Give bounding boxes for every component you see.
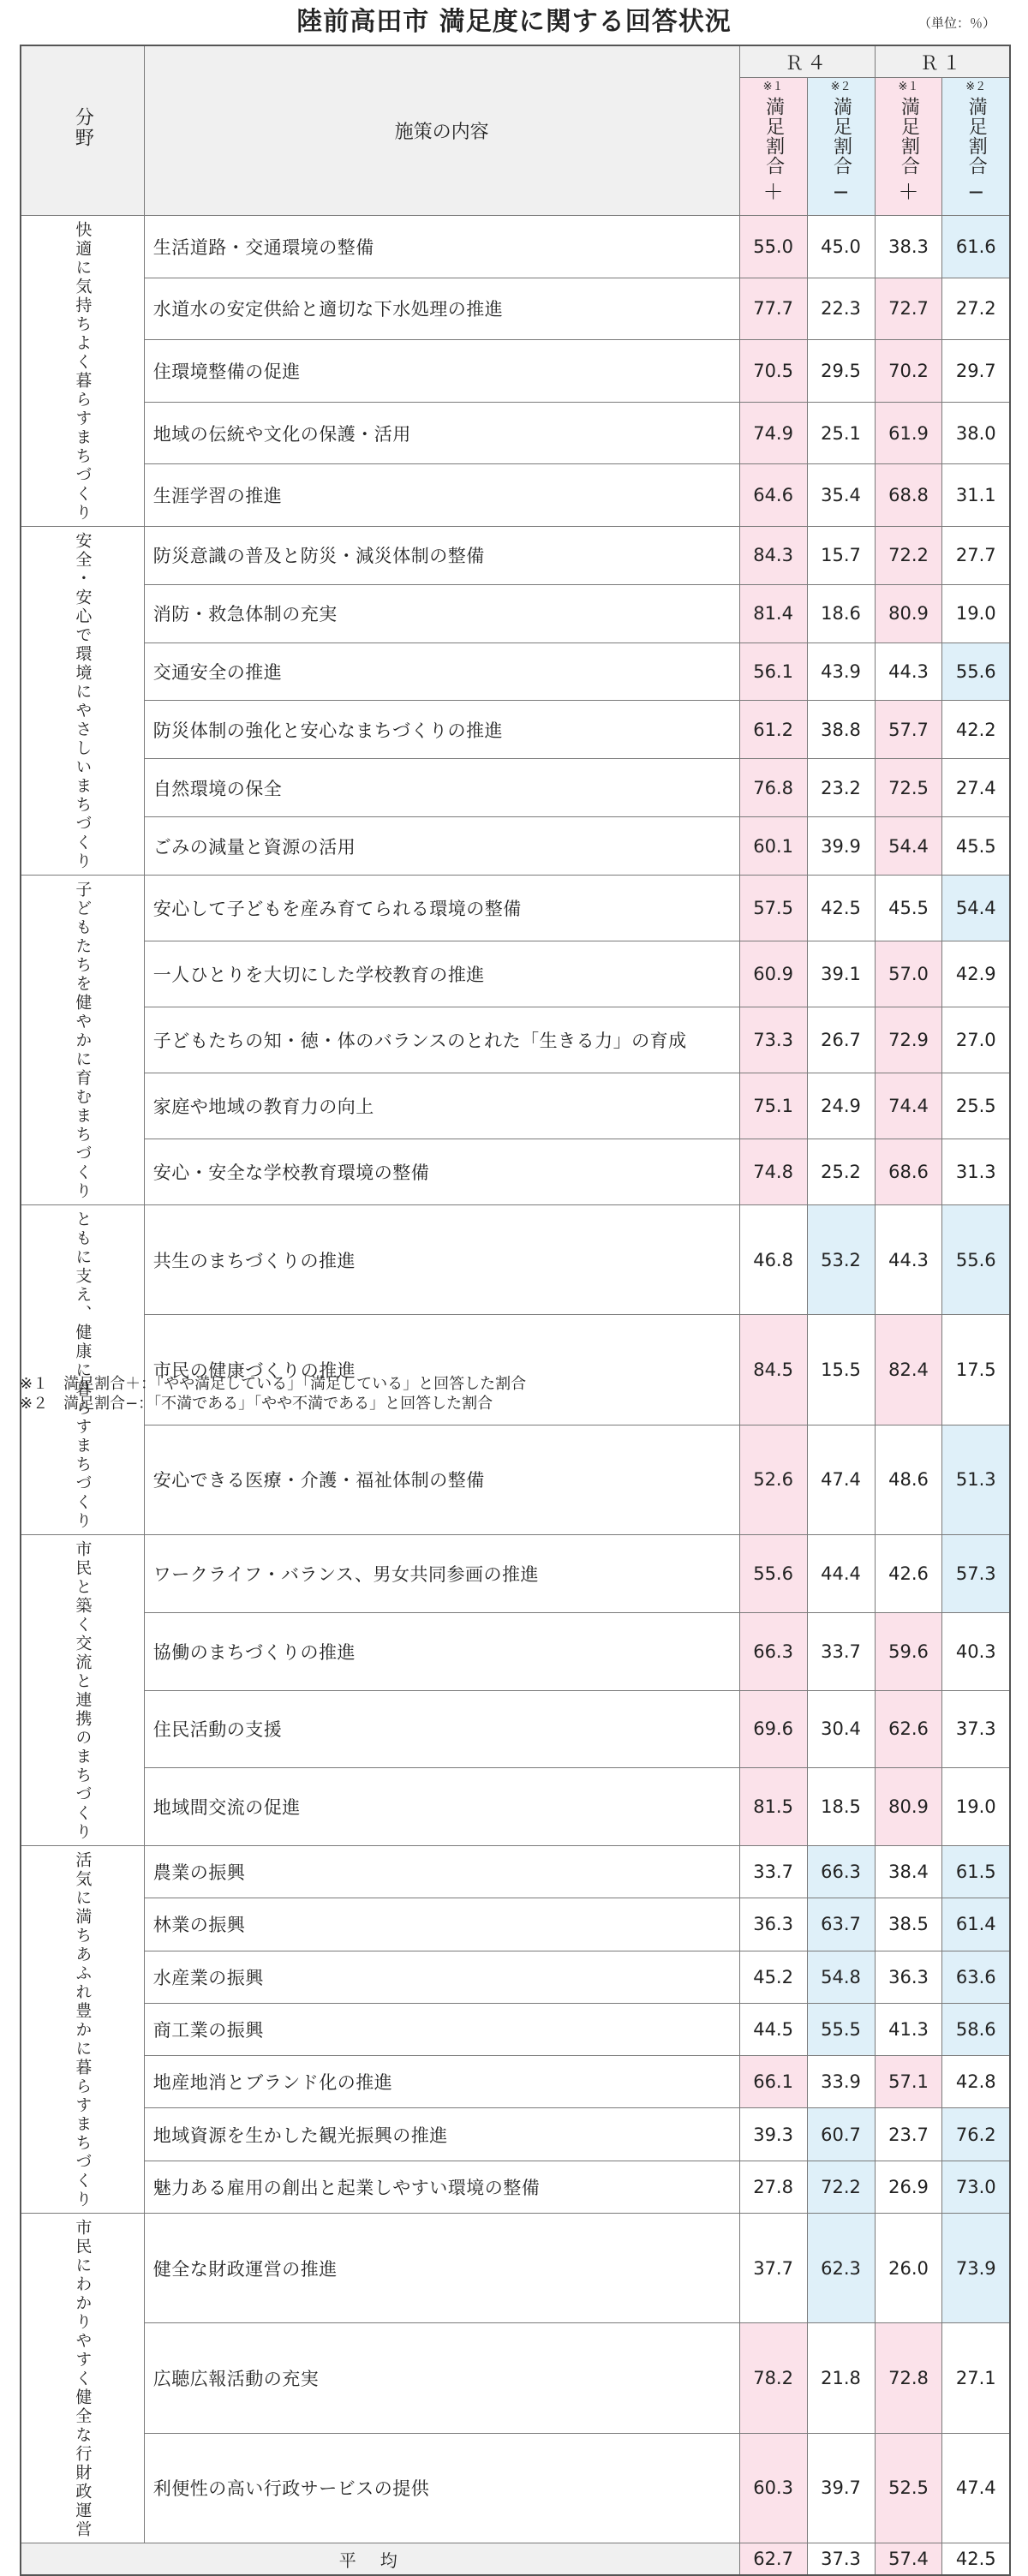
value-r1-plus: 80.9 bbox=[875, 584, 942, 643]
policy-cell: 健全な財政運営の推進 bbox=[144, 2214, 739, 2323]
average-row bbox=[21, 2543, 1010, 2576]
value-r1-plus: 23.7 bbox=[875, 2108, 942, 2161]
value-r1-minus: 61.6 bbox=[942, 216, 1010, 278]
table-row bbox=[21, 2214, 1010, 2323]
table-row bbox=[21, 759, 1010, 817]
table-row bbox=[21, 1768, 1010, 1846]
policy-cell: ごみの減量と資源の活用 bbox=[144, 817, 739, 876]
footnote-2: ※２ 満足割合−：「不満である」「やや不満である」と回答した割合 bbox=[20, 1395, 493, 1413]
value-r1-minus: 27.2 bbox=[942, 278, 1010, 340]
value-r4-plus: 27.8 bbox=[739, 2161, 807, 2213]
field-label: 活気に満ちあふれ豊かに暮らすまちづくり bbox=[73, 1851, 93, 2209]
value-r4-plus: 66.1 bbox=[739, 2056, 807, 2108]
page-title: 陸前高田市 満足度に関する回答状況 bbox=[296, 7, 732, 37]
value-r1-minus: 55.6 bbox=[942, 1205, 1010, 1315]
policy-cell: 地域資源を生かした観光振興の推進 bbox=[144, 2108, 739, 2161]
value-r1-minus: 54.4 bbox=[942, 876, 1010, 941]
table-row bbox=[21, 1951, 1010, 2003]
average-r1-plus: 57.4 bbox=[875, 2543, 942, 2576]
value-r4-plus: 66.3 bbox=[739, 1612, 807, 1690]
value-r4-plus: 60.1 bbox=[739, 817, 807, 876]
table-row bbox=[21, 1690, 1010, 1768]
footnotes bbox=[20, 1374, 526, 1414]
policy-cell: 地産地消とブランド化の推進 bbox=[144, 2056, 739, 2108]
value-r4-minus: 22.3 bbox=[807, 278, 875, 340]
table-row bbox=[21, 1139, 1010, 1205]
value-r1-minus: 27.7 bbox=[942, 527, 1010, 585]
value-r4-minus: 33.9 bbox=[807, 2056, 875, 2108]
value-r1-plus: 26.9 bbox=[875, 2161, 942, 2213]
table-row bbox=[21, 278, 1010, 340]
policy-cell: 安心できる医療・介護・福祉体制の整備 bbox=[144, 1425, 739, 1534]
value-r4-minus: 15.5 bbox=[807, 1315, 875, 1425]
period-r4-header: Ｒ４ bbox=[739, 45, 875, 78]
table-row bbox=[21, 402, 1010, 464]
table-row bbox=[21, 2323, 1010, 2433]
value-r1-minus: 61.5 bbox=[942, 1846, 1010, 1898]
value-r1-plus: 59.6 bbox=[875, 1612, 942, 1690]
value-r1-plus: 72.5 bbox=[875, 759, 942, 817]
table-row bbox=[21, 1073, 1010, 1139]
value-r4-plus: 64.6 bbox=[739, 464, 807, 527]
value-r4-minus: 55.5 bbox=[807, 2003, 875, 2055]
table-row bbox=[21, 1612, 1010, 1690]
value-r1-minus: 19.0 bbox=[942, 1768, 1010, 1846]
value-r4-minus: 30.4 bbox=[807, 1690, 875, 1768]
value-r1-plus: 38.3 bbox=[875, 216, 942, 278]
policy-cell: 生活道路・交通環境の整備 bbox=[144, 216, 739, 278]
value-r1-minus: 25.5 bbox=[942, 1073, 1010, 1139]
average-r4-plus: 62.7 bbox=[739, 2543, 807, 2576]
field-cell bbox=[21, 216, 144, 527]
unit-label: （単位：％） bbox=[917, 15, 995, 31]
policy-cell: 自然環境の保全 bbox=[144, 759, 739, 817]
value-r4-minus: 66.3 bbox=[807, 1846, 875, 1898]
value-r4-minus: 60.7 bbox=[807, 2108, 875, 2161]
value-r4-plus: 36.3 bbox=[739, 1898, 807, 1951]
value-r4-plus: 74.9 bbox=[739, 402, 807, 464]
policy-cell: 住環境整備の促進 bbox=[144, 340, 739, 403]
value-r1-plus: 72.8 bbox=[875, 2323, 942, 2433]
value-r4-minus: 39.9 bbox=[807, 817, 875, 876]
field-cell bbox=[21, 1535, 144, 1846]
field-cell bbox=[21, 2214, 144, 2543]
value-r1-plus: 41.3 bbox=[875, 2003, 942, 2055]
value-r4-plus: 33.7 bbox=[739, 1846, 807, 1898]
value-r1-plus: 45.5 bbox=[875, 876, 942, 941]
value-r1-minus: 40.3 bbox=[942, 1612, 1010, 1690]
value-r1-minus: 58.6 bbox=[942, 2003, 1010, 2055]
value-r1-minus: 47.4 bbox=[942, 2433, 1010, 2543]
table-row bbox=[21, 464, 1010, 527]
value-r4-minus: 15.7 bbox=[807, 527, 875, 585]
value-r1-minus: 51.3 bbox=[942, 1425, 1010, 1534]
value-r4-plus: 46.8 bbox=[739, 1205, 807, 1315]
value-r1-plus: 68.6 bbox=[875, 1139, 942, 1205]
table-row bbox=[21, 1425, 1010, 1534]
policy-cell: 家庭や地域の教育力の向上 bbox=[144, 1073, 739, 1139]
table-row bbox=[21, 1846, 1010, 1898]
table-row bbox=[21, 817, 1010, 876]
value-r4-plus: 81.4 bbox=[739, 584, 807, 643]
table-row bbox=[21, 340, 1010, 403]
value-r4-minus: 29.5 bbox=[807, 340, 875, 403]
policy-cell: 地域の伝統や文化の保護・活用 bbox=[144, 402, 739, 464]
table-row bbox=[21, 584, 1010, 643]
value-r1-minus: 63.6 bbox=[942, 1951, 1010, 2003]
satisfaction-table bbox=[20, 45, 1011, 2576]
value-r1-minus: 42.2 bbox=[942, 701, 1010, 759]
value-r4-minus: 53.2 bbox=[807, 1205, 875, 1315]
value-r1-plus: 68.8 bbox=[875, 464, 942, 527]
policy-cell: 魅力ある雇用の創出と起業しやすい環境の整備 bbox=[144, 2161, 739, 2213]
policy-cell: 商工業の振興 bbox=[144, 2003, 739, 2055]
value-r4-minus: 44.4 bbox=[807, 1535, 875, 1613]
value-r4-minus: 39.1 bbox=[807, 941, 875, 1007]
value-r4-minus: 45.0 bbox=[807, 216, 875, 278]
value-r4-minus: 62.3 bbox=[807, 2214, 875, 2323]
value-r4-minus: 25.2 bbox=[807, 1139, 875, 1205]
policy-cell: 防災意識の普及と防災・減災体制の整備 bbox=[144, 527, 739, 585]
value-r4-minus: 47.4 bbox=[807, 1425, 875, 1534]
table-row bbox=[21, 701, 1010, 759]
value-r4-plus: 70.5 bbox=[739, 340, 807, 403]
policy-cell: 水道水の安定供給と適切な下水処理の推進 bbox=[144, 278, 739, 340]
table-row bbox=[21, 2108, 1010, 2161]
value-r1-minus: 31.1 bbox=[942, 464, 1010, 527]
value-r1-minus: 55.6 bbox=[942, 643, 1010, 701]
policy-cell: 子どもたちの知・徳・体のバランスのとれた「生きる力」の育成 bbox=[144, 1007, 739, 1073]
value-r4-minus: 54.8 bbox=[807, 1951, 875, 2003]
field-label: 快適に気持ちよく暮らすまちづくり bbox=[73, 221, 93, 523]
value-r4-plus: 84.5 bbox=[739, 1315, 807, 1425]
value-r4-plus: 84.3 bbox=[739, 527, 807, 585]
value-r1-minus: 38.0 bbox=[942, 402, 1010, 464]
policy-cell: 水産業の振興 bbox=[144, 1951, 739, 2003]
table-row bbox=[21, 2433, 1010, 2543]
value-r1-minus: 73.0 bbox=[942, 2161, 1010, 2213]
field-cell bbox=[21, 1205, 144, 1535]
table-row bbox=[21, 1205, 1010, 1315]
value-r4-plus: 74.8 bbox=[739, 1139, 807, 1205]
value-r4-plus: 44.5 bbox=[739, 2003, 807, 2055]
r4-minus-header: ※２ 満足割合 − bbox=[807, 78, 875, 216]
policy-cell: 住民活動の支援 bbox=[144, 1690, 739, 1768]
table-row bbox=[21, 527, 1010, 585]
field-cell bbox=[21, 876, 144, 1205]
value-r1-plus: 57.1 bbox=[875, 2056, 942, 2108]
table-row bbox=[21, 2056, 1010, 2108]
value-r1-plus: 57.7 bbox=[875, 701, 942, 759]
value-r4-minus: 24.9 bbox=[807, 1073, 875, 1139]
table-row bbox=[21, 876, 1010, 941]
r1-plus-header: ※１ 満足割合 ＋ bbox=[875, 78, 942, 216]
value-r4-minus: 33.7 bbox=[807, 1612, 875, 1690]
policy-cell: 防災体制の強化と安心なまちづくりの推進 bbox=[144, 701, 739, 759]
value-r1-plus: 38.5 bbox=[875, 1898, 942, 1951]
value-r4-minus: 35.4 bbox=[807, 464, 875, 527]
value-r1-plus: 44.3 bbox=[875, 1205, 942, 1315]
value-r4-plus: 75.1 bbox=[739, 1073, 807, 1139]
value-r1-minus: 45.5 bbox=[942, 817, 1010, 876]
value-r4-plus: 61.2 bbox=[739, 701, 807, 759]
policy-cell: 広聴広報活動の充実 bbox=[144, 2323, 739, 2433]
value-r4-plus: 52.6 bbox=[739, 1425, 807, 1534]
value-r4-minus: 25.1 bbox=[807, 402, 875, 464]
value-r1-minus: 76.2 bbox=[942, 2108, 1010, 2161]
table-row bbox=[21, 2161, 1010, 2213]
value-r4-plus: 77.7 bbox=[739, 278, 807, 340]
value-r1-minus: 29.7 bbox=[942, 340, 1010, 403]
policy-cell: 農業の振興 bbox=[144, 1846, 739, 1898]
policy-cell: 消防・救急体制の充実 bbox=[144, 584, 739, 643]
value-r1-minus: 27.4 bbox=[942, 759, 1010, 817]
policy-cell: 安心して子どもを産み育てられる環境の整備 bbox=[144, 876, 739, 941]
value-r4-plus: 37.7 bbox=[739, 2214, 807, 2323]
value-r1-minus: 31.3 bbox=[942, 1139, 1010, 1205]
value-r1-plus: 36.3 bbox=[875, 1951, 942, 2003]
value-r4-plus: 55.0 bbox=[739, 216, 807, 278]
value-r4-minus: 38.8 bbox=[807, 701, 875, 759]
value-r4-plus: 39.3 bbox=[739, 2108, 807, 2161]
value-r1-plus: 70.2 bbox=[875, 340, 942, 403]
value-r1-minus: 27.1 bbox=[942, 2323, 1010, 2433]
value-r1-minus: 42.8 bbox=[942, 2056, 1010, 2108]
policy-cell: 共生のまちづくりの推進 bbox=[144, 1205, 739, 1315]
table-row bbox=[21, 941, 1010, 1007]
average-r4-minus: 37.3 bbox=[807, 2543, 875, 2576]
policy-cell: 一人ひとりを大切にした学校教育の推進 bbox=[144, 941, 739, 1007]
value-r1-plus: 82.4 bbox=[875, 1315, 942, 1425]
policy-cell: 安心・安全な学校教育環境の整備 bbox=[144, 1139, 739, 1205]
value-r4-minus: 18.5 bbox=[807, 1768, 875, 1846]
value-r1-minus: 57.3 bbox=[942, 1535, 1010, 1613]
average-label: 平均 bbox=[21, 2543, 739, 2576]
field-label: 安全・安心で環境にやさしいまちづくり bbox=[73, 532, 93, 871]
value-r4-plus: 73.3 bbox=[739, 1007, 807, 1073]
field-label: 子どもたちを健やかに育むまちづくり bbox=[73, 881, 93, 1201]
value-r1-minus: 61.4 bbox=[942, 1898, 1010, 1951]
value-r1-plus: 80.9 bbox=[875, 1768, 942, 1846]
value-r1-plus: 52.5 bbox=[875, 2433, 942, 2543]
policy-cell: 協働のまちづくりの推進 bbox=[144, 1612, 739, 1690]
policy-cell: 林業の振興 bbox=[144, 1898, 739, 1951]
table-row bbox=[21, 643, 1010, 701]
value-r4-plus: 78.2 bbox=[739, 2323, 807, 2433]
value-r1-minus: 27.0 bbox=[942, 1007, 1010, 1073]
value-r1-plus: 61.9 bbox=[875, 402, 942, 464]
value-r1-plus: 57.0 bbox=[875, 941, 942, 1007]
value-r1-minus: 73.9 bbox=[942, 2214, 1010, 2323]
value-r1-plus: 72.2 bbox=[875, 527, 942, 585]
value-r4-plus: 60.9 bbox=[739, 941, 807, 1007]
value-r4-minus: 21.8 bbox=[807, 2323, 875, 2433]
field-cell bbox=[21, 527, 144, 876]
value-r4-minus: 42.5 bbox=[807, 876, 875, 941]
value-r1-plus: 72.9 bbox=[875, 1007, 942, 1073]
value-r1-minus: 17.5 bbox=[942, 1315, 1010, 1425]
value-r4-plus: 56.1 bbox=[739, 643, 807, 701]
value-r4-plus: 76.8 bbox=[739, 759, 807, 817]
value-r1-plus: 26.0 bbox=[875, 2214, 942, 2323]
value-r1-plus: 62.6 bbox=[875, 1690, 942, 1768]
table-row bbox=[21, 2003, 1010, 2055]
value-r1-plus: 42.6 bbox=[875, 1535, 942, 1613]
value-r1-plus: 54.4 bbox=[875, 817, 942, 876]
value-r4-plus: 55.6 bbox=[739, 1535, 807, 1613]
policy-cell: 生涯学習の推進 bbox=[144, 464, 739, 527]
period-r1-header: Ｒ１ bbox=[875, 45, 1010, 78]
field-cell bbox=[21, 1846, 144, 2214]
value-r1-plus: 72.7 bbox=[875, 278, 942, 340]
policy-cell: 地域間交流の促進 bbox=[144, 1768, 739, 1846]
field-label: 市民と築く交流と連携のまちづくり bbox=[73, 1540, 93, 1842]
value-r4-plus: 60.3 bbox=[739, 2433, 807, 2543]
value-r1-minus: 19.0 bbox=[942, 584, 1010, 643]
value-r4-plus: 45.2 bbox=[739, 1951, 807, 2003]
field-label: ともに支え、健康に暮らすまちづくり bbox=[73, 1210, 93, 1531]
table-row bbox=[21, 1898, 1010, 1951]
policy-cell: ワークライフ・バランス、男女共同参画の推進 bbox=[144, 1535, 739, 1613]
value-r4-minus: 43.9 bbox=[807, 643, 875, 701]
policy-header: 施策の内容 bbox=[144, 45, 739, 216]
table-row bbox=[21, 1007, 1010, 1073]
footnote-1: ※１ 満足割合＋：「やや満足している」「満足している」と回答した割合 bbox=[20, 1375, 527, 1393]
value-r1-minus: 37.3 bbox=[942, 1690, 1010, 1768]
value-r4-minus: 63.7 bbox=[807, 1898, 875, 1951]
value-r4-minus: 26.7 bbox=[807, 1007, 875, 1073]
value-r4-plus: 57.5 bbox=[739, 876, 807, 941]
value-r4-minus: 72.2 bbox=[807, 2161, 875, 2213]
value-r4-minus: 39.7 bbox=[807, 2433, 875, 2543]
field-header: 分野 bbox=[21, 45, 144, 216]
value-r4-plus: 69.6 bbox=[739, 1690, 807, 1768]
table-row bbox=[21, 1535, 1010, 1613]
policy-cell: 交通安全の推進 bbox=[144, 643, 739, 701]
value-r4-minus: 18.6 bbox=[807, 584, 875, 643]
policy-cell: 市民の健康づくりの推進 bbox=[144, 1315, 739, 1425]
value-r4-minus: 23.2 bbox=[807, 759, 875, 817]
policy-cell: 利便性の高い行政サービスの提供 bbox=[144, 2433, 739, 2543]
r1-minus-header: ※２ 満足割合 − bbox=[942, 78, 1010, 216]
value-r1-plus: 74.4 bbox=[875, 1073, 942, 1139]
r4-plus-header: ※１ 満足割合 ＋ bbox=[739, 78, 807, 216]
average-r1-minus: 42.5 bbox=[942, 2543, 1010, 2576]
field-label: 市民にわかりやすく健全な行財政運営 bbox=[73, 2219, 93, 2539]
value-r1-minus: 42.9 bbox=[942, 941, 1010, 1007]
value-r1-plus: 38.4 bbox=[875, 1846, 942, 1898]
value-r1-plus: 44.3 bbox=[875, 643, 942, 701]
value-r4-plus: 81.5 bbox=[739, 1768, 807, 1846]
table-row bbox=[21, 216, 1010, 278]
value-r1-plus: 48.6 bbox=[875, 1425, 942, 1534]
